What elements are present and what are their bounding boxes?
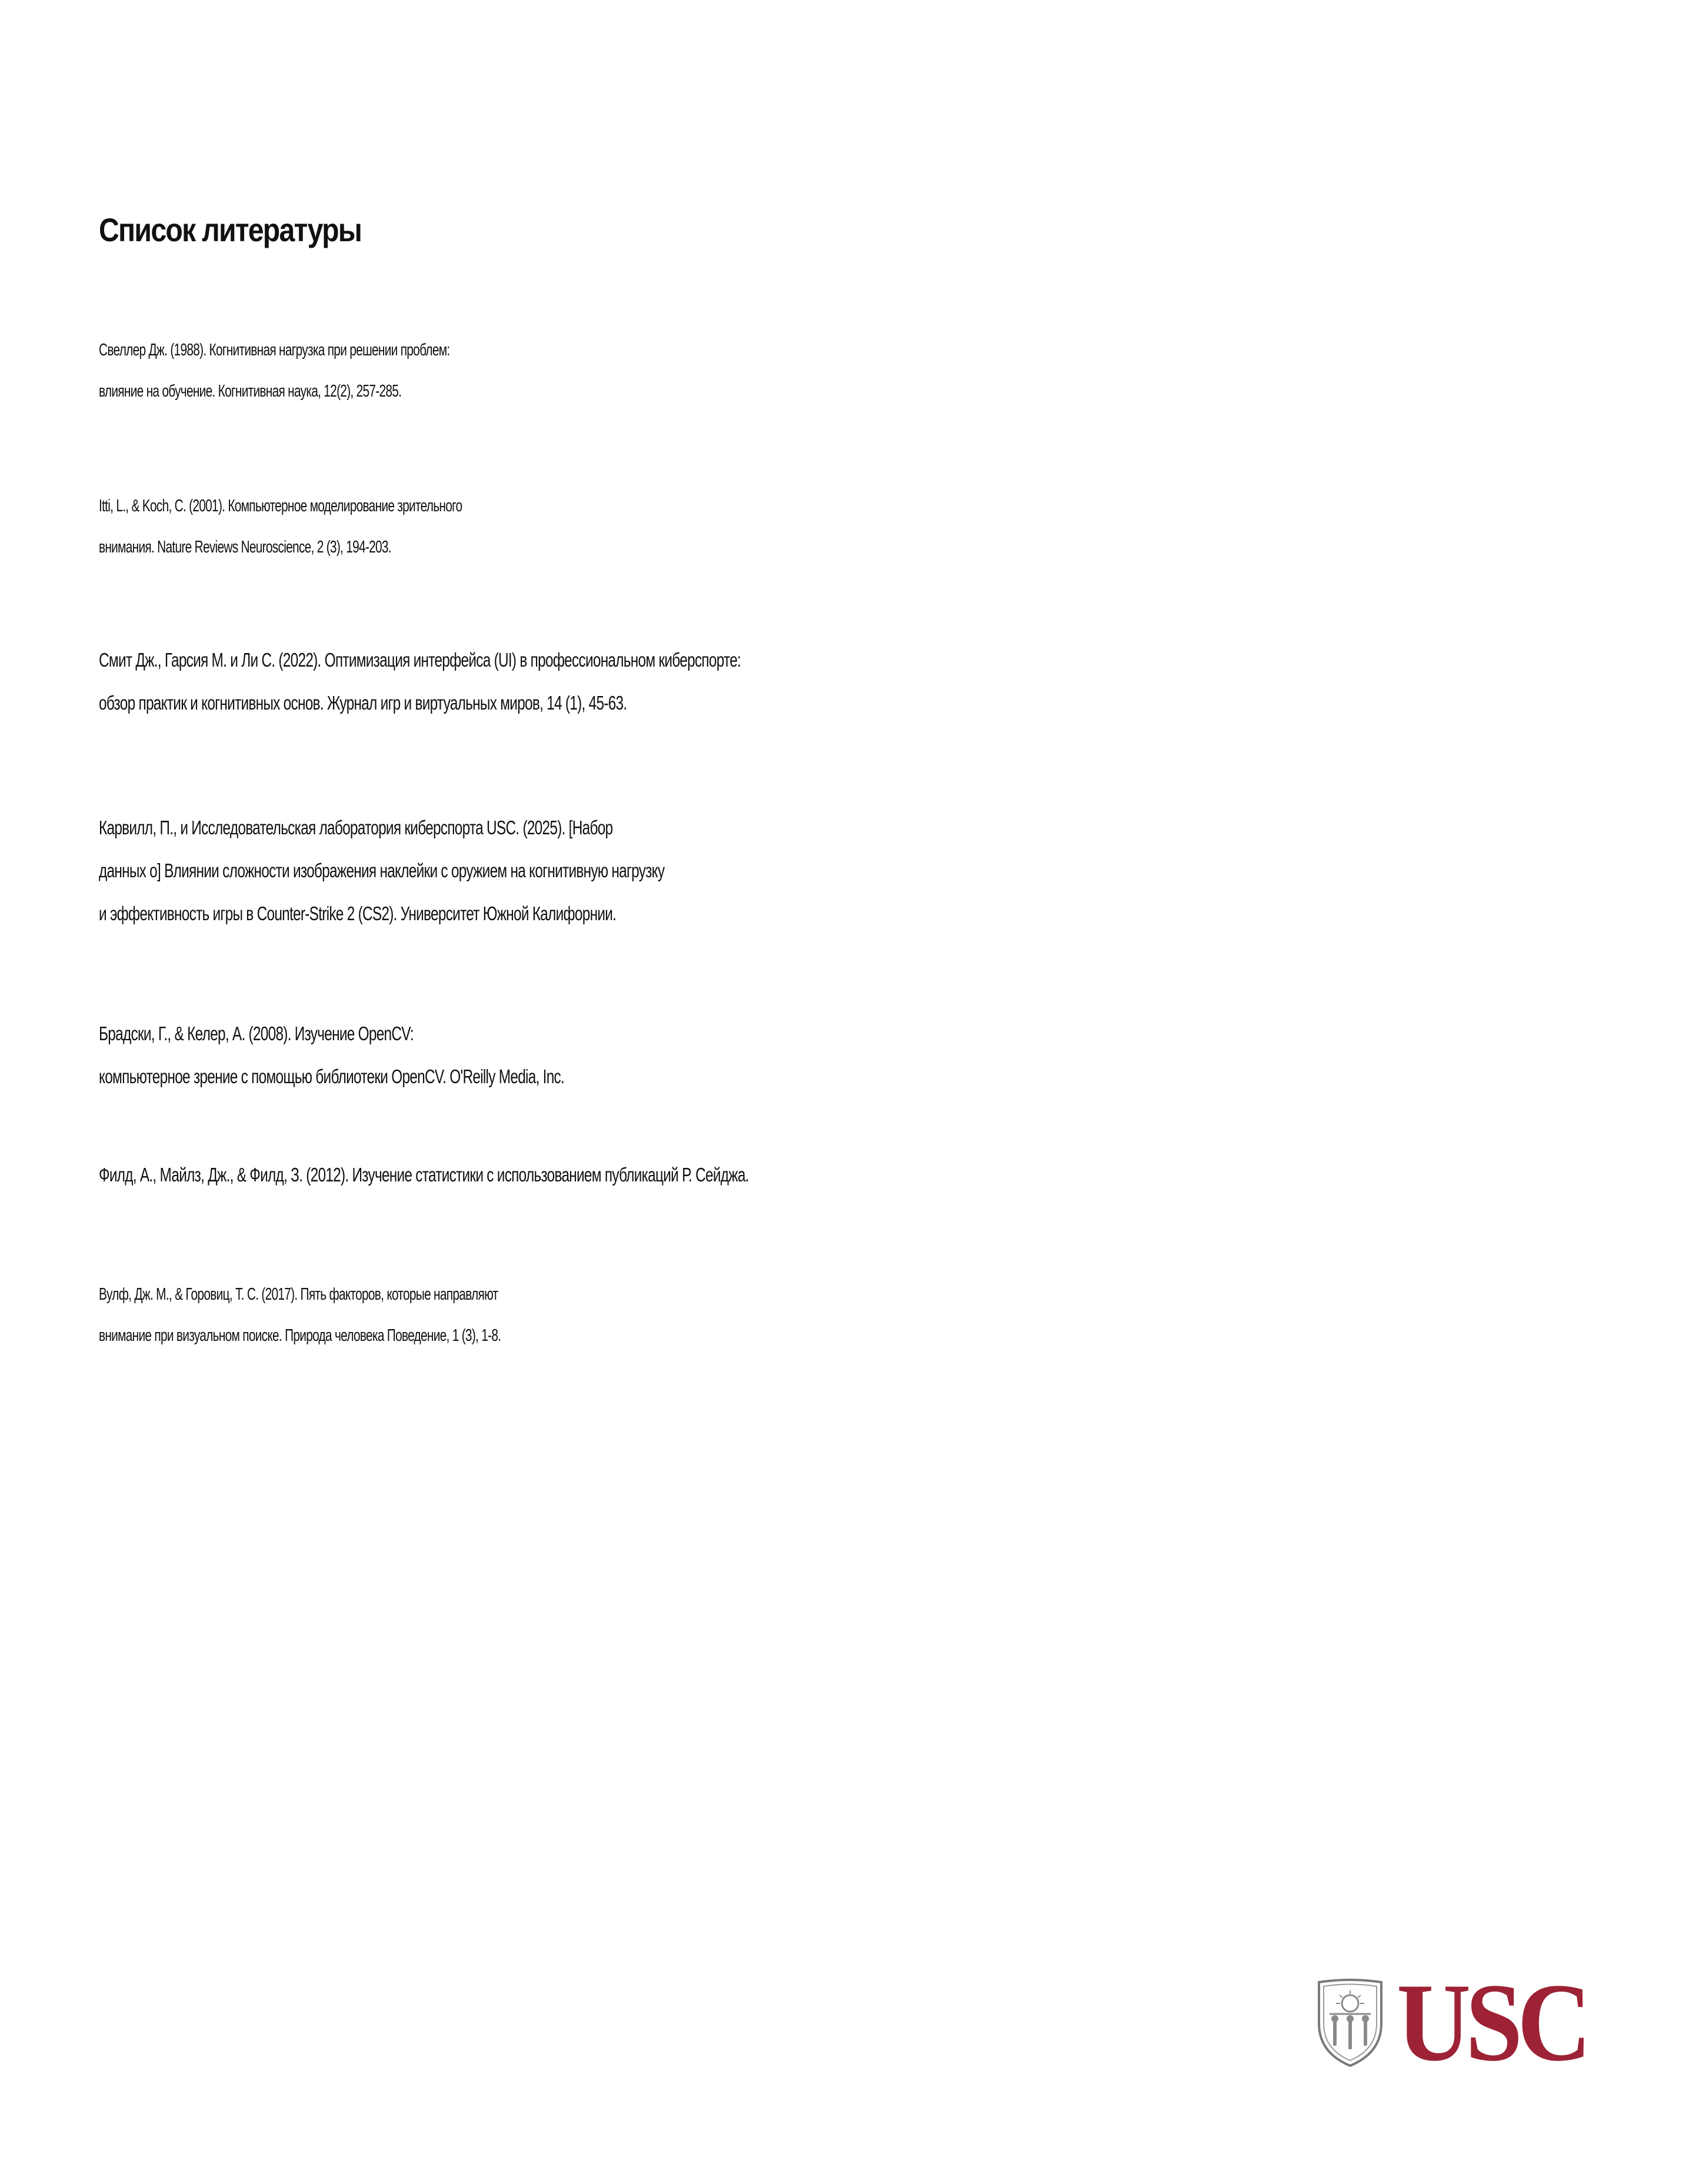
reference-line: Свеллер Дж. (1988). Когнитивная нагрузка при решении проблем: [99, 341, 450, 359]
reference-line: Вулф, Дж. М., & Горовиц, Т. С. (2017). Пять факторов, которые направляют [99, 1285, 498, 1304]
reference-line: обзор практик и когнитивных основ. Журнал игр и виртуальных миров, 14 (1), 45-63. [99, 692, 627, 714]
reference-item [99, 638, 741, 724]
reference-line: Смит Дж., Гарсия М. и Ли С. (2022). Оптимизация интерфейса (UI) в профессиональном киберспорте: [99, 649, 741, 671]
usc-logo [1315, 1961, 1603, 2085]
reference-line: Филд, А., Майлз, Дж., & Филд, З. (2012). Изучение статистики с использованием публикаций Р. Сейджа. [99, 1164, 749, 1186]
reference-line: Itti, L., & Koch, C. (2001). Компьютерное моделирование зрительного [99, 497, 462, 515]
reference-line: Брадски, Г., & Келер, А. (2008). Изучение OpenCV: [99, 1023, 414, 1044]
reference-line: Карвилл, П., и Исследовательская лаборатория киберспорта USC. (2025). [Набор [99, 817, 613, 838]
reference-line: данных о] Влиянии сложности изображения наклейки с оружием на когнитивную нагрузку [99, 860, 665, 881]
reference-line: и эффективность игры в Counter-Strike 2 (CS2). Университет Южной Калифорнии. [99, 903, 617, 924]
reference-line: влияние на обучение. Когнитивная наука, 12(2), 257-285. [99, 382, 402, 401]
reference-item [99, 329, 449, 412]
page-title: Список литературы [99, 211, 362, 248]
reference-item [99, 1012, 564, 1098]
reference-item [99, 485, 462, 568]
usc-wordmark: USC [1397, 1961, 1587, 2085]
reference-line: внимания. Nature Reviews Neuroscience, 2 (3), 194-203. [99, 538, 391, 557]
reference-item [99, 1153, 749, 1196]
reference-item [99, 806, 664, 935]
reference-item [99, 1274, 501, 1356]
trojan-shield-icon [1315, 1977, 1385, 2068]
reference-line: внимание при визуальном поиске. Природа человека Поведение, 1 (3), 1-8. [99, 1326, 501, 1345]
reference-line: компьютерное зрение с помощью библиотеки OpenCV. O'Reilly Media, Inc. [99, 1066, 565, 1087]
